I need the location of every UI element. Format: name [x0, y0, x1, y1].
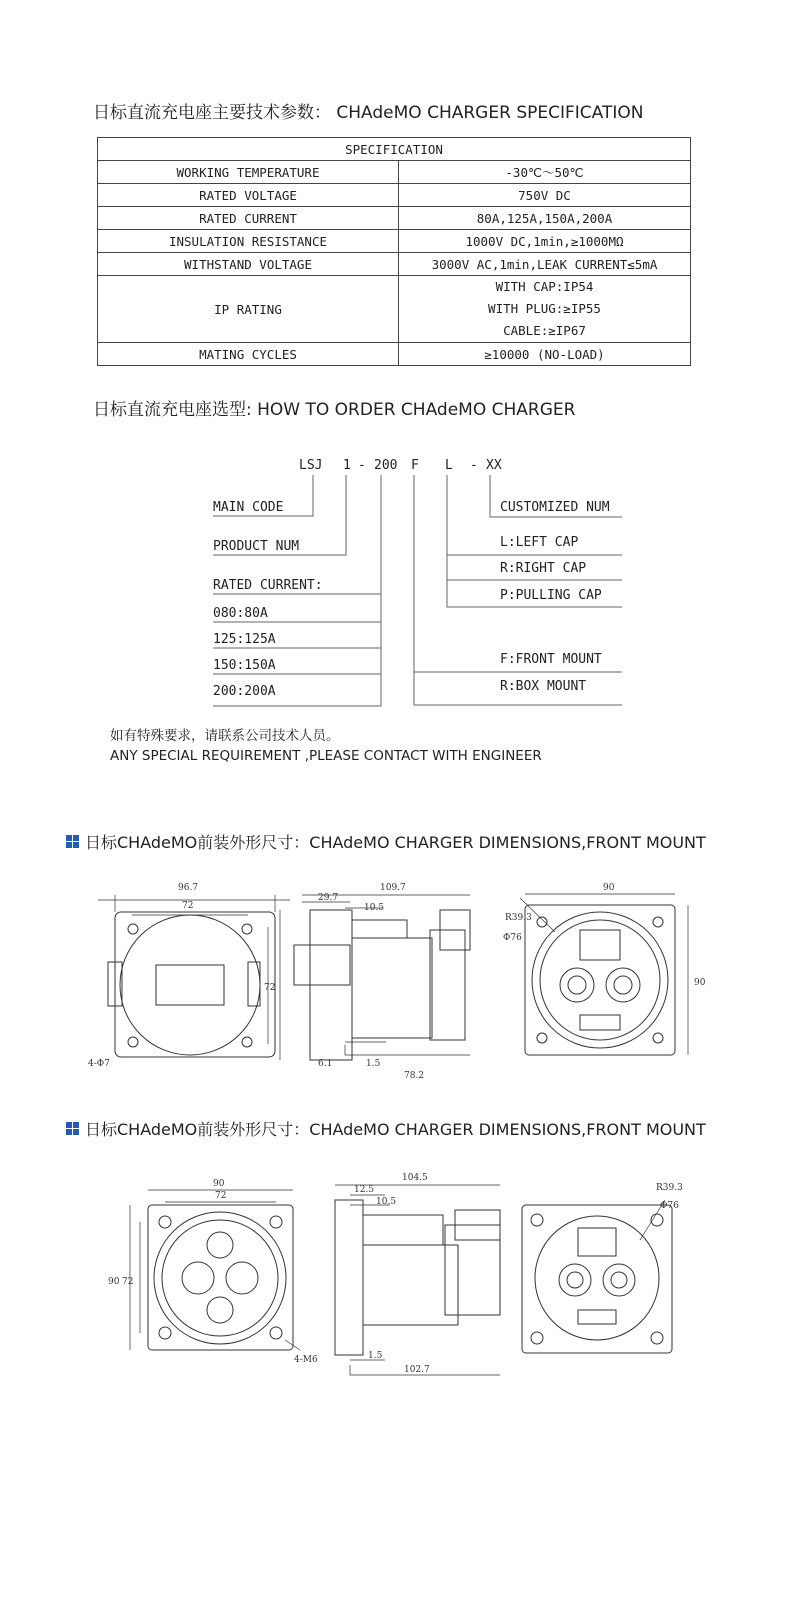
svg-text:6.1: 6.1 [318, 1059, 333, 1069]
svg-text:1.5: 1.5 [368, 1351, 383, 1361]
svg-text:1.5: 1.5 [366, 1059, 381, 1069]
svg-text:78.2: 78.2 [404, 1071, 425, 1081]
order-title: 日标直流充电座选型: HOW TO ORDER CHAdeMO CHARGER [93, 400, 576, 420]
svg-text:72: 72 [122, 1277, 134, 1287]
svg-text:72: 72 [182, 901, 194, 911]
svg-text:R39.3: R39.3 [656, 1183, 683, 1193]
bullet-icon [66, 1122, 79, 1135]
svg-text:4-M6: 4-M6 [294, 1355, 318, 1365]
note-en: ANY SPECIAL REQUIREMENT ,PLEASE CONTACT WITH ENGINEER [110, 748, 542, 764]
bullet-icon [66, 835, 79, 848]
section1-heading: 日标CHAdeMO前装外形尺寸：CHAdeMO CHARGER DIMENSIONS,FRONT MOUNT [66, 830, 706, 853]
svg-text:R39.3: R39.3 [505, 913, 532, 923]
note-cn: 如有特殊要求，请联系公司技术人员。 [110, 728, 340, 744]
spec-header: SPECIFICATION [98, 138, 691, 161]
svg-text:109.7: 109.7 [380, 883, 406, 893]
svg-text:90: 90 [603, 883, 615, 893]
svg-text:10.5: 10.5 [376, 1197, 397, 1207]
table-row: IP RATING WITH CAP:IP54 WITH PLUG:≥IP55 CABLE:≥IP67 [98, 276, 691, 343]
section2-heading: 日标CHAdeMO前装外形尺寸：CHAdeMO CHARGER DIMENSIONS,FRONT MOUNT [66, 1117, 706, 1140]
svg-text:29.7: 29.7 [318, 893, 339, 903]
svg-text:90: 90 [694, 978, 706, 988]
svg-text:12.5: 12.5 [354, 1185, 375, 1195]
svg-text:90: 90 [108, 1277, 120, 1287]
svg-text:96.7: 96.7 [178, 883, 199, 893]
svg-text:72: 72 [264, 983, 276, 993]
svg-text:Φ76: Φ76 [503, 933, 522, 943]
table-row: MATING CYCLES ≥10000 (NO-LOAD) [98, 343, 691, 366]
svg-text:104.5: 104.5 [402, 1173, 428, 1183]
table-row: RATED CURRENT 80A,125A,150A,200A [98, 207, 691, 230]
svg-text:90: 90 [213, 1179, 225, 1189]
svg-text:4-Φ7: 4-Φ7 [88, 1059, 110, 1069]
table-row: WORKING TEMPERATURE -30℃～50℃ [98, 161, 691, 184]
table-row: WITHSTAND VOLTAGE 3000V AC,1min,LEAK CURRENT≤5mA [98, 253, 691, 276]
svg-text:72: 72 [215, 1191, 227, 1201]
dimension-drawing-1 [0, 870, 800, 1090]
svg-text:102.7: 102.7 [404, 1365, 430, 1375]
table-row: RATED VOLTAGE 750V DC [98, 184, 691, 207]
table-row: INSULATION RESISTANCE 1000V DC,1min,≥1000MΩ [98, 230, 691, 253]
front-window [156, 965, 224, 1005]
dimension-drawing-2 [0, 1160, 800, 1380]
svg-text:Φ76: Φ76 [660, 1201, 679, 1211]
order-leader-lines [0, 0, 800, 720]
spec-title: 日标直流充电座主要技术参数： CHAdeMO CHARGER SPECIFICATION [93, 103, 644, 123]
svg-text:10.5: 10.5 [364, 903, 385, 913]
